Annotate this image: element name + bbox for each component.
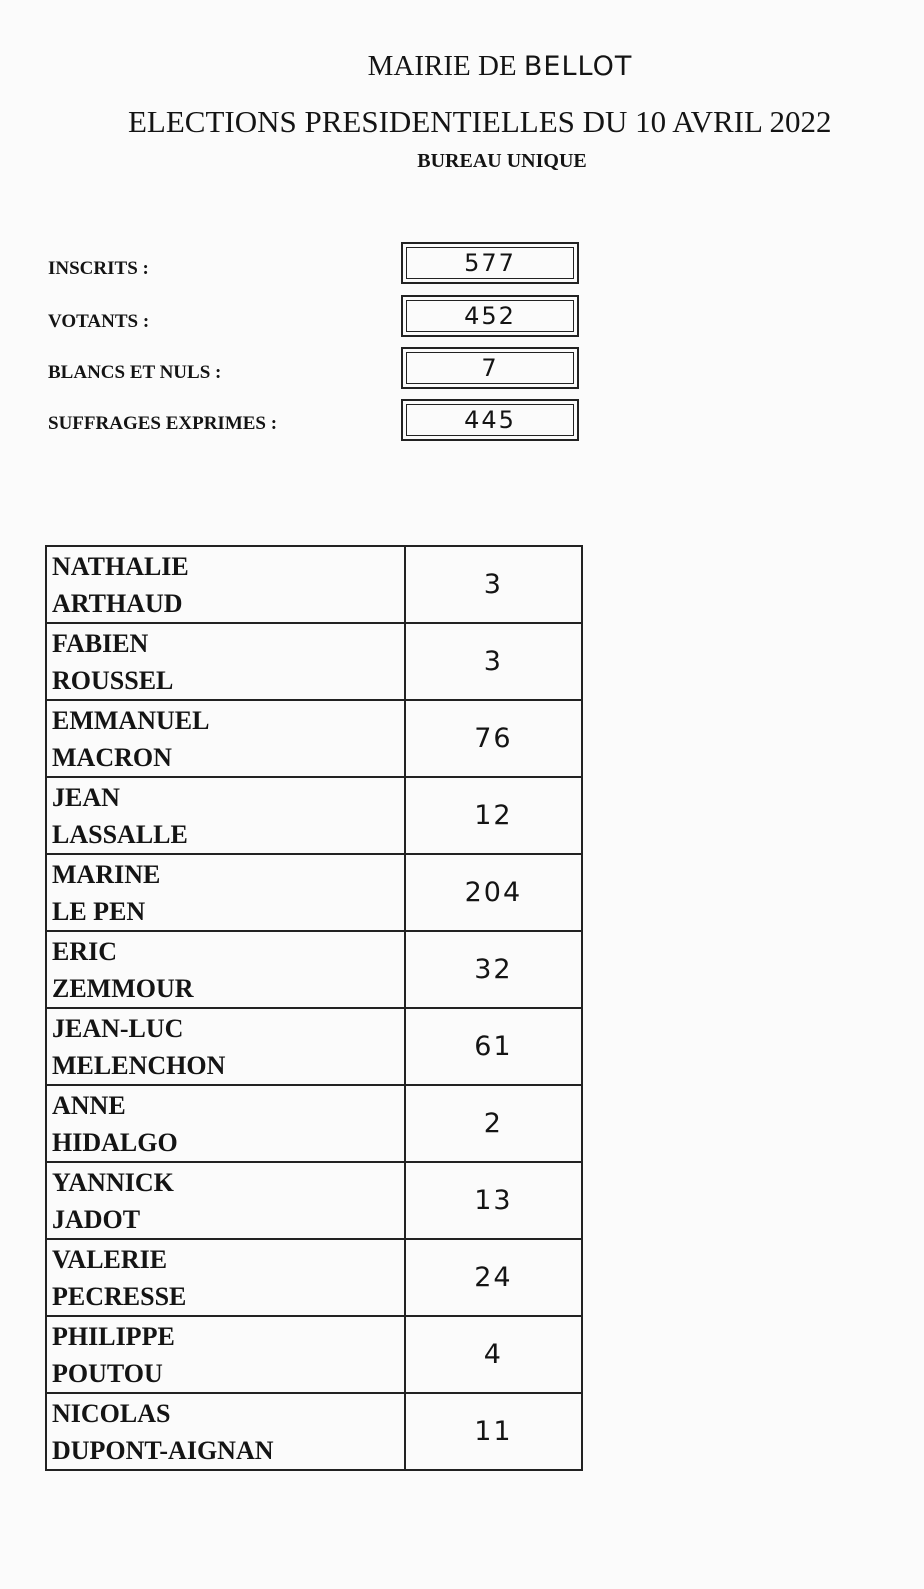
candidate-name: [46, 623, 405, 700]
candidate-last-name: ROUSSEL: [52, 665, 174, 695]
candidate-last-name: MELENCHON: [52, 1050, 226, 1080]
candidate-name: [46, 1393, 405, 1470]
candidate-last-name: LE PEN: [52, 896, 146, 926]
blancs-box: [401, 347, 579, 389]
candidate-votes: 24: [405, 1239, 582, 1316]
candidate-last-name: MACRON: [52, 742, 172, 772]
exprimes-box: [401, 399, 579, 441]
candidate-last-name: ZEMMOUR: [52, 973, 194, 1003]
candidate-first-name: PHILIPPE: [52, 1321, 175, 1351]
candidate-first-name: YANNICK: [52, 1167, 174, 1197]
candidate-first-name: EMMANUEL: [52, 705, 210, 735]
candidate-name: [46, 546, 405, 623]
mairie-title: [0, 50, 924, 83]
votants-label: VOTANTS :: [48, 311, 150, 332]
candidate-votes: 76: [405, 700, 582, 777]
table-row: [46, 777, 582, 854]
table-row: [46, 931, 582, 1008]
inscrits-box: [401, 242, 579, 284]
candidate-last-name: POUTOU: [52, 1358, 163, 1388]
candidate-votes: 3: [405, 623, 582, 700]
candidate-name: [46, 1316, 405, 1393]
candidate-votes: 4: [405, 1316, 582, 1393]
exprimes-label: SUFFRAGES EXPRIMES :: [48, 413, 278, 434]
table-row: [46, 623, 582, 700]
blancs-value: 7: [406, 352, 574, 384]
candidate-votes: 11: [405, 1393, 582, 1470]
candidate-votes: 2: [405, 1085, 582, 1162]
table-row: [46, 854, 582, 931]
table-row: [46, 1085, 582, 1162]
votants-value: 452: [406, 300, 574, 332]
candidate-votes: 12: [405, 777, 582, 854]
table-row: [46, 1239, 582, 1316]
table-row: [46, 546, 582, 623]
candidate-votes: 61: [405, 1008, 582, 1085]
candidate-name: [46, 854, 405, 931]
inscrits-value: 577: [406, 247, 574, 279]
table-row: [46, 1393, 582, 1470]
candidate-first-name: MARINE: [52, 859, 161, 889]
candidate-votes: 13: [405, 1162, 582, 1239]
candidate-first-name: JEAN-LUC: [52, 1013, 184, 1043]
table-row: [46, 1316, 582, 1393]
candidate-first-name: ERIC: [52, 936, 118, 966]
votants-box: [401, 295, 579, 337]
exprimes-value: 445: [406, 404, 574, 436]
candidate-last-name: DUPONT-AIGNAN: [52, 1435, 274, 1465]
candidates-table: [45, 545, 583, 1471]
candidate-name: [46, 1008, 405, 1085]
candidate-last-name: ARTHAUD: [52, 588, 183, 618]
candidate-last-name: JADOT: [52, 1204, 141, 1234]
blancs-label: BLANCS ET NULS :: [48, 362, 222, 383]
election-title: ELECTIONS PRESIDENTIELLES DU 10 AVRIL 2022: [128, 104, 832, 139]
candidate-votes: 32: [405, 931, 582, 1008]
bureau-label: BUREAU UNIQUE: [417, 150, 587, 172]
candidate-first-name: ANNE: [52, 1090, 126, 1120]
inscrits-label: INSCRITS :: [48, 258, 149, 279]
candidate-last-name: HIDALGO: [52, 1127, 178, 1157]
mairie-prefix: MAIRIE DE: [367, 50, 517, 82]
table-row: [46, 700, 582, 777]
candidate-name: [46, 700, 405, 777]
candidate-name: [46, 1162, 405, 1239]
table-row: [46, 1162, 582, 1239]
candidate-first-name: VALERIE: [52, 1244, 168, 1274]
candidate-first-name: NATHALIE: [52, 551, 189, 581]
candidate-first-name: NICOLAS: [52, 1398, 171, 1428]
table-row: [46, 1008, 582, 1085]
candidate-last-name: PECRESSE: [52, 1281, 187, 1311]
candidate-name: [46, 777, 405, 854]
candidate-name: [46, 1239, 405, 1316]
candidate-first-name: JEAN: [52, 782, 120, 812]
candidate-votes: 204: [405, 854, 582, 931]
candidate-last-name: LASSALLE: [52, 819, 188, 849]
candidate-name: [46, 1085, 405, 1162]
mairie-name-handwritten: BELLOT: [523, 51, 633, 82]
candidate-votes: 3: [405, 546, 582, 623]
candidate-name: [46, 931, 405, 1008]
candidate-first-name: FABIEN: [52, 628, 149, 658]
